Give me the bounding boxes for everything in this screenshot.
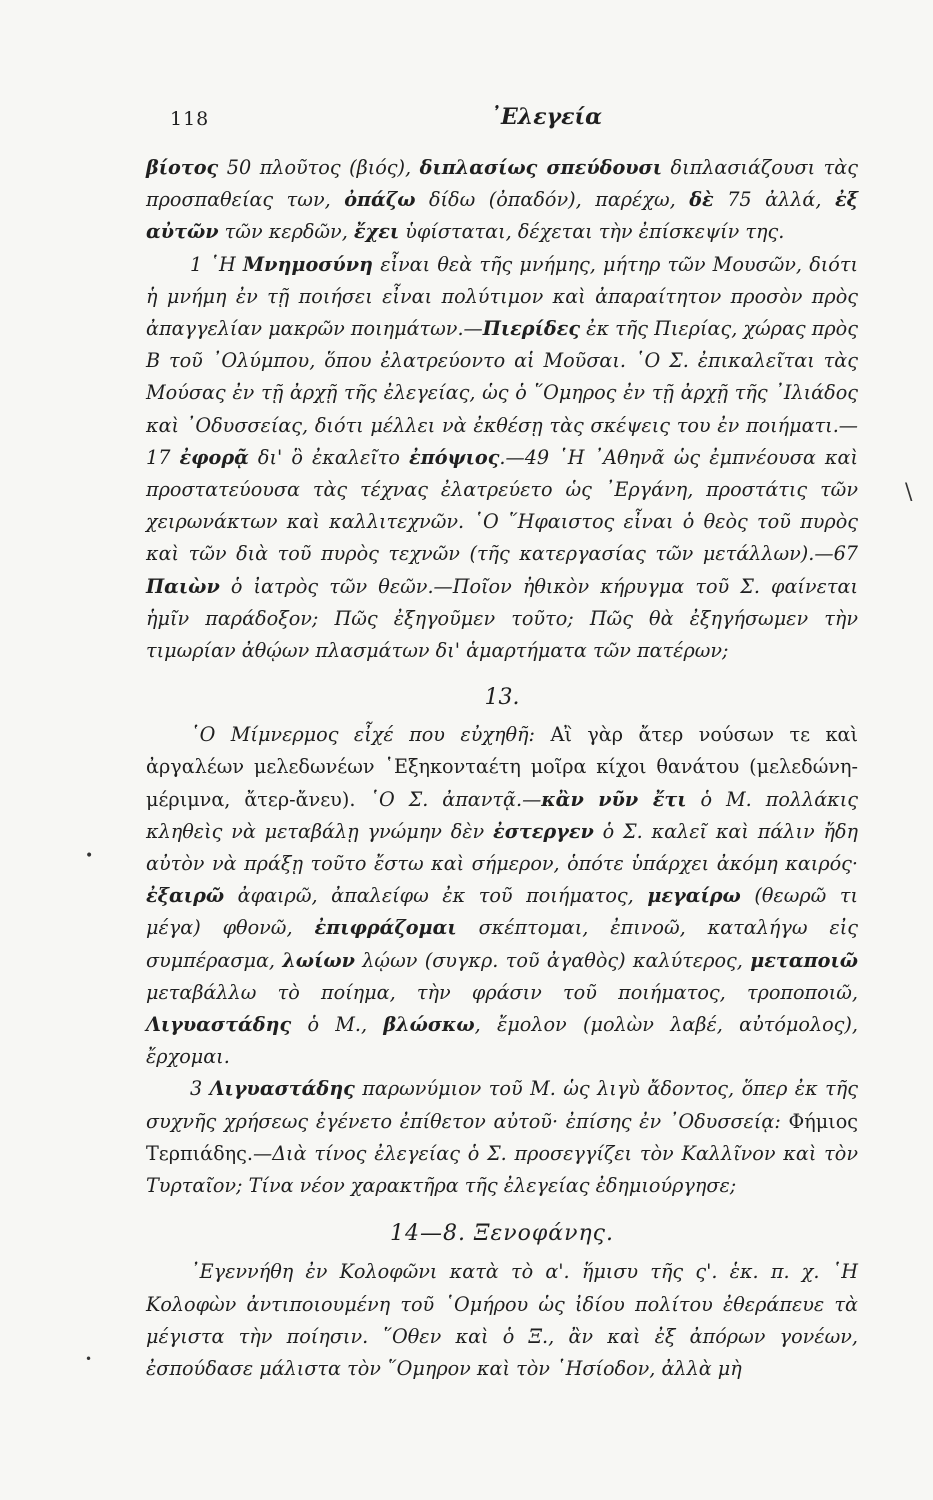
gloss: 50 πλοῦτος (βιός), <box>218 156 420 179</box>
lemma: ἔχει <box>353 220 400 244</box>
lemma: ἐφορᾷ <box>179 445 249 469</box>
gloss: σκέπτομαι, ἐπινοῶ, καταλήγω εἰς συμπέρασμα, <box>146 916 859 972</box>
gloss: παρωνύμιον τοῦ Μ. ὡς λιγὺ ἄδοντος, ὅπερ ἐκ τῆς συχνῆς χρήσεως ἐγένετο ἐπίθετον αὐτοῦ· ἐπίσης ἐν ᾿Οδυσσείᾳ: <box>146 1077 858 1133</box>
gloss: ὑφίσταται, δέχεται τὴν ἐπίσκεψίν της. <box>399 220 785 244</box>
gloss: ῾Ο Σ. ἀπαντᾷ.— <box>355 787 542 811</box>
section-heading: 13. <box>484 685 520 711</box>
commentary-paragraph <box>146 1073 858 1202</box>
lemma: Παιὼν <box>146 574 220 598</box>
lemma: βλώσκω <box>383 1013 475 1037</box>
gloss: , ἔμολον (μολὼν λαβέ, αὐτόμολος), ἔρχομαι. <box>146 1013 858 1069</box>
margin-mark: \ <box>905 480 913 505</box>
section-heading: 14—8. Ξενοφάνης. <box>389 1221 614 1247</box>
line-number: 67 <box>833 542 858 566</box>
lemma: βίοτος <box>146 156 219 179</box>
gloss: ὁ Σ. καλεῖ καὶ πάλιν ἤδη αὐτὸν νὰ πράξῃ τοῦτο ἔστω καὶ σήμερον, ὁπότε ὑπάρχει ἀκόμη καιρός· <box>146 819 858 876</box>
gloss: ὁ ἰατρὸς τῶν θεῶν.—Ποῖον ἠθικὸν κήρυγμα τοῦ Σ. φαίνεται ἡμῖν παράδοξον; Πῶς ἐξηγοῦμεν τοῦτο; Πῶς θὰ ἐξηγήσωμεν τὴν τιμωρίαν ἀθῴων πλασμάτων δι' ἁμαρτήματα τῶν πατέρων; <box>146 574 858 663</box>
margin-dot: • <box>85 1352 93 1366</box>
gloss: εἶναι θεὰ τῆς μνήμης, μήτηρ τῶν Μουσῶν, διότι ἡ μνήμη ἐν τῇ ποιήσει εἶναι πολύτιμον καὶ ἀπαραίτητον προσὸν πρὸς ἀπαγγελίαν μακρῶν ποιημάτων.— <box>146 252 858 341</box>
commentary-paragraph <box>146 152 858 249</box>
lemma: ἐπιφράζομαι <box>314 916 457 940</box>
lemma: μεγαίρω <box>647 884 741 908</box>
gloss: δι' ὃ ἐκαλεῖτο <box>248 445 410 469</box>
running-title: ᾿Ελεγεία <box>490 104 603 130</box>
gloss: —Διὰ τίνος ἐλεγείας ὁ Σ. προσεγγίζει τὸν Καλλῖνον καὶ τὸν Τυρταῖον; Τίνα νέον χαρακτῆρα τῆς ἐλεγείας ἐδημιούργησε; <box>146 1141 858 1198</box>
gloss: ῾Ο Μίμνερμος εἶχέ που εὐχηθῆ: <box>190 723 551 747</box>
line-number: 1 <box>190 252 203 276</box>
gloss: δίδω (ὀπαδόν), παρέχω, <box>415 188 690 212</box>
gloss: .— <box>499 445 525 469</box>
gloss: ῾Η <box>202 252 243 276</box>
lemma: Λιγυαστάδης <box>209 1077 355 1101</box>
quotation: Φήμιος Τερπιάδης. <box>146 1109 858 1165</box>
page-number: 118 <box>170 108 210 130</box>
lemma: ἐξαιρῶ <box>146 884 225 908</box>
margin-dot: • <box>85 848 94 864</box>
lemma: διπλασίως σπεύδουσι <box>419 156 662 179</box>
body-text <box>146 152 858 1385</box>
lemma: ἐξ αὐτῶν <box>146 188 858 244</box>
line-number: 3 <box>190 1077 210 1101</box>
commentary-paragraph: ᾿Εγεννήθη ἐν Κολοφῶνι κατὰ τὸ α'. ἥμισυ τῆς ς'. ἑκ. π. χ. ῾Η Κολοφὼν ἀντιποιουμένη τοῦ ῾Ομήρου ὡς ἰδίου πολίτου ἐθεράπευε τὰ μέγιστα τὴν ποίησιν. ῞Οθεν καὶ ὁ Ξ., ἂν καὶ ἐξ ἀπόρων γονέων, ἐσπούδασε μάλιστα τὸν ῞Ομηρον καὶ τὸν ῾Ησίοδον, ἀλλὰ μὴ <box>146 1260 858 1380</box>
page-header <box>170 104 870 138</box>
gloss: ἐκ τῆς Πιερίας, χώρας πρὸς Β τοῦ ᾿Ολύμπου, ὅπου ἐλατρεύοντο αἱ Μοῦσαι. ῾Ο Σ. ἐπικαλεῖται τὰς Μούσας ἐν τῇ ἀρχῇ τῆς ἐλεγείας, ὡς ὁ ῞Ομηρος ἐν τῇ ἀρχῇ τῆς ᾿Ιλιάδος καὶ ᾿Οδυσσείας, διότι μέλλει νὰ ἐκθέσῃ τὰς σκέψεις του ἐν ποιήματι.— <box>146 317 858 437</box>
gloss: τῶν κερδῶν, <box>218 220 354 244</box>
commentary-paragraph <box>146 249 858 668</box>
line-number: 49 <box>524 445 550 469</box>
gloss: 75 ἀλλά, <box>713 188 835 212</box>
gloss: ἀφαιρῶ, ἀπαλείφω ἐκ τοῦ ποιήματος, <box>224 884 648 908</box>
commentary-paragraph <box>146 719 858 1073</box>
gloss: μεταβάλλω τὸ ποίημα, τὴν φράσιν τοῦ ποιήματος, τροποποιῶ, <box>146 980 858 1004</box>
quotation: Αἲ γὰρ ἄτερ νούσων τε καὶ ἀργαλέων μελεδωνέων ῾Εξηκονταέτη μοῖρα κίχοι θανάτου (μελεδώνη-μέριμνα, ἄτερ-ἄνευ). <box>146 723 858 811</box>
gloss: ὁ Μ., <box>291 1013 384 1037</box>
lemma: κἂν νῦν ἔτι <box>541 787 687 811</box>
lemma: Λιγυαστάδης <box>146 1013 292 1037</box>
lemma: Πιερίδες <box>482 317 581 341</box>
gloss: (θεωρῶ τι μέγα) φθονῶ, <box>146 884 858 940</box>
lemma: δὲ <box>689 188 714 212</box>
gloss: λῴων (συγκρ. τοῦ ἀγαθὸς) καλύτερος, <box>354 948 751 972</box>
lemma: μεταποιῶ <box>750 948 858 972</box>
gloss: ῾Η ᾿Αθηνᾶ ὡς ἐμπνέουσα καὶ προστατεύουσα τὰς τέχνας ἐλατρεύετο ὡς ᾿Εργάνη, προστάτις τῶν χειρωνάκτων καὶ καλλιτεχνῶν. ῾Ο ῞Ηφαιστος εἶναι ὁ θεὸς τοῦ πυρὸς καὶ τῶν διὰ τοῦ πυρὸς τεχνῶν (τῆς κατεργασίας τῶν μετάλλων).— <box>146 445 858 566</box>
gloss: ὁ Μ. πολλάκις κληθεὶς νὰ μεταβάλῃ γνώμην δὲν <box>146 787 858 843</box>
lemma: Μνημοσύνη <box>242 252 373 276</box>
gloss: διπλασιάζουσι τὰς προσπαθείας των, <box>146 156 858 212</box>
lemma: ὀπάζω <box>344 188 416 212</box>
lemma: λωίων <box>282 948 355 972</box>
line-number: 17 <box>146 445 180 469</box>
lemma: ἐπόψιος <box>409 445 500 469</box>
lemma: ἐστεργεν <box>493 819 594 843</box>
